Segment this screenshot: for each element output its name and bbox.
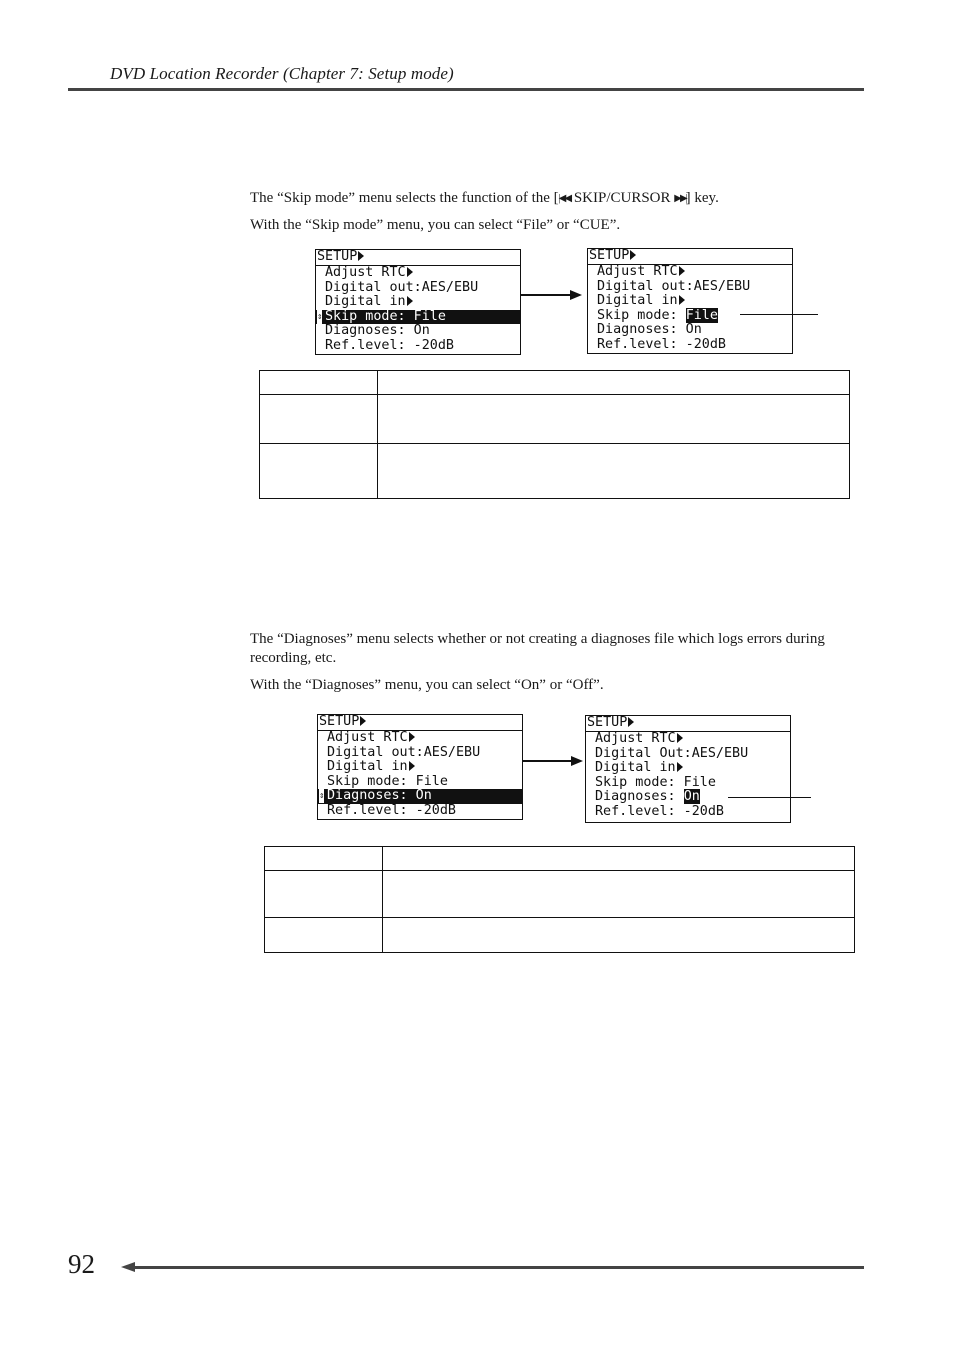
table-header-cell bbox=[265, 847, 383, 871]
lcd-line-diagnoses: Diagnoses: On bbox=[595, 789, 700, 805]
arrow-right-icon bbox=[630, 250, 636, 260]
lcd-diagnoses-before bbox=[317, 714, 523, 820]
up-down-icon: ⇕ bbox=[317, 311, 323, 322]
transition-arrow-line bbox=[522, 760, 572, 762]
lcd-line-ref-level: Ref.level: -20dB bbox=[325, 337, 454, 353]
arrow-right-icon bbox=[407, 267, 413, 277]
lcd-title: SETUP bbox=[586, 716, 790, 732]
callout-line bbox=[740, 314, 818, 315]
skip-forward-icon: ▶▶| bbox=[674, 193, 686, 204]
arrow-right-icon bbox=[360, 716, 366, 726]
skip-mode-options-table bbox=[259, 370, 850, 499]
lcd-line-digital-out: Digital Out:AES/EBU bbox=[595, 745, 749, 761]
table-cell bbox=[260, 444, 378, 499]
lcd-title: SETUP bbox=[318, 715, 522, 731]
table-cell bbox=[265, 871, 383, 918]
lcd-skip-after bbox=[587, 248, 793, 354]
arrow-right-icon bbox=[409, 761, 415, 771]
lcd-title: SETUP bbox=[588, 249, 792, 265]
table-header-cell bbox=[378, 371, 850, 395]
lcd-diagnoses-after bbox=[585, 715, 791, 823]
lcd-line-adjust-rtc: Adjust RTC bbox=[316, 266, 520, 281]
arrow-right-icon bbox=[679, 295, 685, 305]
arrow-left-icon bbox=[121, 1262, 135, 1272]
lcd-line-digital-out: Digital out:AES/EBU bbox=[597, 278, 751, 294]
transition-arrow-line bbox=[520, 294, 572, 296]
arrow-right-icon bbox=[677, 762, 683, 772]
callout-line bbox=[728, 797, 811, 798]
arrow-right-icon bbox=[679, 266, 685, 276]
lcd-line-skip-mode-selected: ⇕ Skip mode: File bbox=[316, 310, 520, 325]
lcd-skip-before bbox=[315, 249, 521, 355]
lcd-line-adjust-rtc: Adjust RTC bbox=[588, 265, 792, 280]
lcd-line-skip-mode: Skip mode: File bbox=[327, 773, 448, 789]
table-header-cell bbox=[383, 847, 855, 871]
lcd-line-adjust-rtc: Adjust RTC bbox=[586, 732, 790, 747]
running-header: DVD Location Recorder (Chapter 7: Setup mode) bbox=[110, 64, 454, 83]
lcd-line-digital-out: Digital out:AES/EBU bbox=[327, 744, 481, 760]
lcd-line-skip-mode: Skip mode: File bbox=[595, 774, 716, 790]
arrow-right-icon bbox=[628, 717, 634, 727]
lcd-line-skip-mode: Skip mode: File bbox=[597, 307, 718, 323]
header-rule bbox=[68, 88, 864, 91]
lcd-line-digital-in: Digital in bbox=[318, 760, 522, 775]
skip-mode-description bbox=[250, 189, 864, 208]
diagnoses-value-highlight: On bbox=[683, 789, 700, 805]
table-cell bbox=[378, 395, 850, 444]
lcd-line-diagnoses: Diagnoses: On bbox=[325, 323, 430, 339]
table-cell bbox=[260, 395, 378, 444]
table-cell bbox=[383, 918, 855, 953]
lcd-line-digital-in: Digital in bbox=[586, 761, 790, 776]
footer-rule bbox=[134, 1266, 864, 1269]
diagnoses-options-table bbox=[264, 846, 855, 953]
table-header-cell bbox=[260, 371, 378, 395]
arrow-right-icon bbox=[570, 290, 582, 300]
lcd-line-digital-in: Digital in bbox=[316, 295, 520, 310]
up-down-icon: ⇕ bbox=[319, 791, 325, 802]
skip-mode-text-b: ] key. bbox=[685, 190, 719, 206]
lcd-line-ref-level: Ref.level: -20dB bbox=[597, 336, 726, 352]
arrow-right-icon bbox=[571, 756, 583, 766]
lcd-line-diagnoses-selected: ⇕ Diagnoses: On bbox=[318, 789, 522, 804]
lcd-line-digital-out: Digital out:AES/EBU bbox=[325, 279, 479, 295]
table-cell bbox=[265, 918, 383, 953]
lcd-title: SETUP bbox=[316, 250, 520, 266]
table-cell bbox=[383, 871, 855, 918]
skip-mode-value-highlight: File bbox=[685, 307, 718, 323]
skip-back-icon: |◀◀ bbox=[558, 193, 571, 204]
skip-mode-options-text: With the “Skip mode” menu, you can select “File” or “CUE”. bbox=[250, 217, 621, 233]
arrow-right-icon bbox=[677, 733, 683, 743]
lcd-line-ref-level: Ref.level: -20dB bbox=[327, 802, 456, 818]
lcd-line-ref-level: Ref.level: -20dB bbox=[595, 803, 724, 819]
skip-cursor-key-label: SKIP/CURSOR bbox=[573, 190, 671, 206]
arrow-right-icon bbox=[407, 296, 413, 306]
diagnoses-options-text: With the “Diagnoses” menu, you can select “On” or “Off”. bbox=[250, 677, 604, 693]
skip-mode-text-a: The “Skip mode” menu selects the function of the [ bbox=[250, 190, 559, 206]
arrow-right-icon bbox=[358, 251, 364, 261]
lcd-line-diagnoses: Diagnoses: On bbox=[597, 322, 702, 338]
arrow-right-icon bbox=[409, 732, 415, 742]
lcd-line-digital-in: Digital in bbox=[588, 294, 792, 309]
page-number: 92 bbox=[68, 1249, 95, 1279]
table-cell bbox=[378, 444, 850, 499]
lcd-line-adjust-rtc: Adjust RTC bbox=[318, 731, 522, 746]
diagnoses-description: The “Diagnoses” menu selects whether or not creating a diagnoses file which logs errors during recording, etc. bbox=[250, 631, 825, 666]
